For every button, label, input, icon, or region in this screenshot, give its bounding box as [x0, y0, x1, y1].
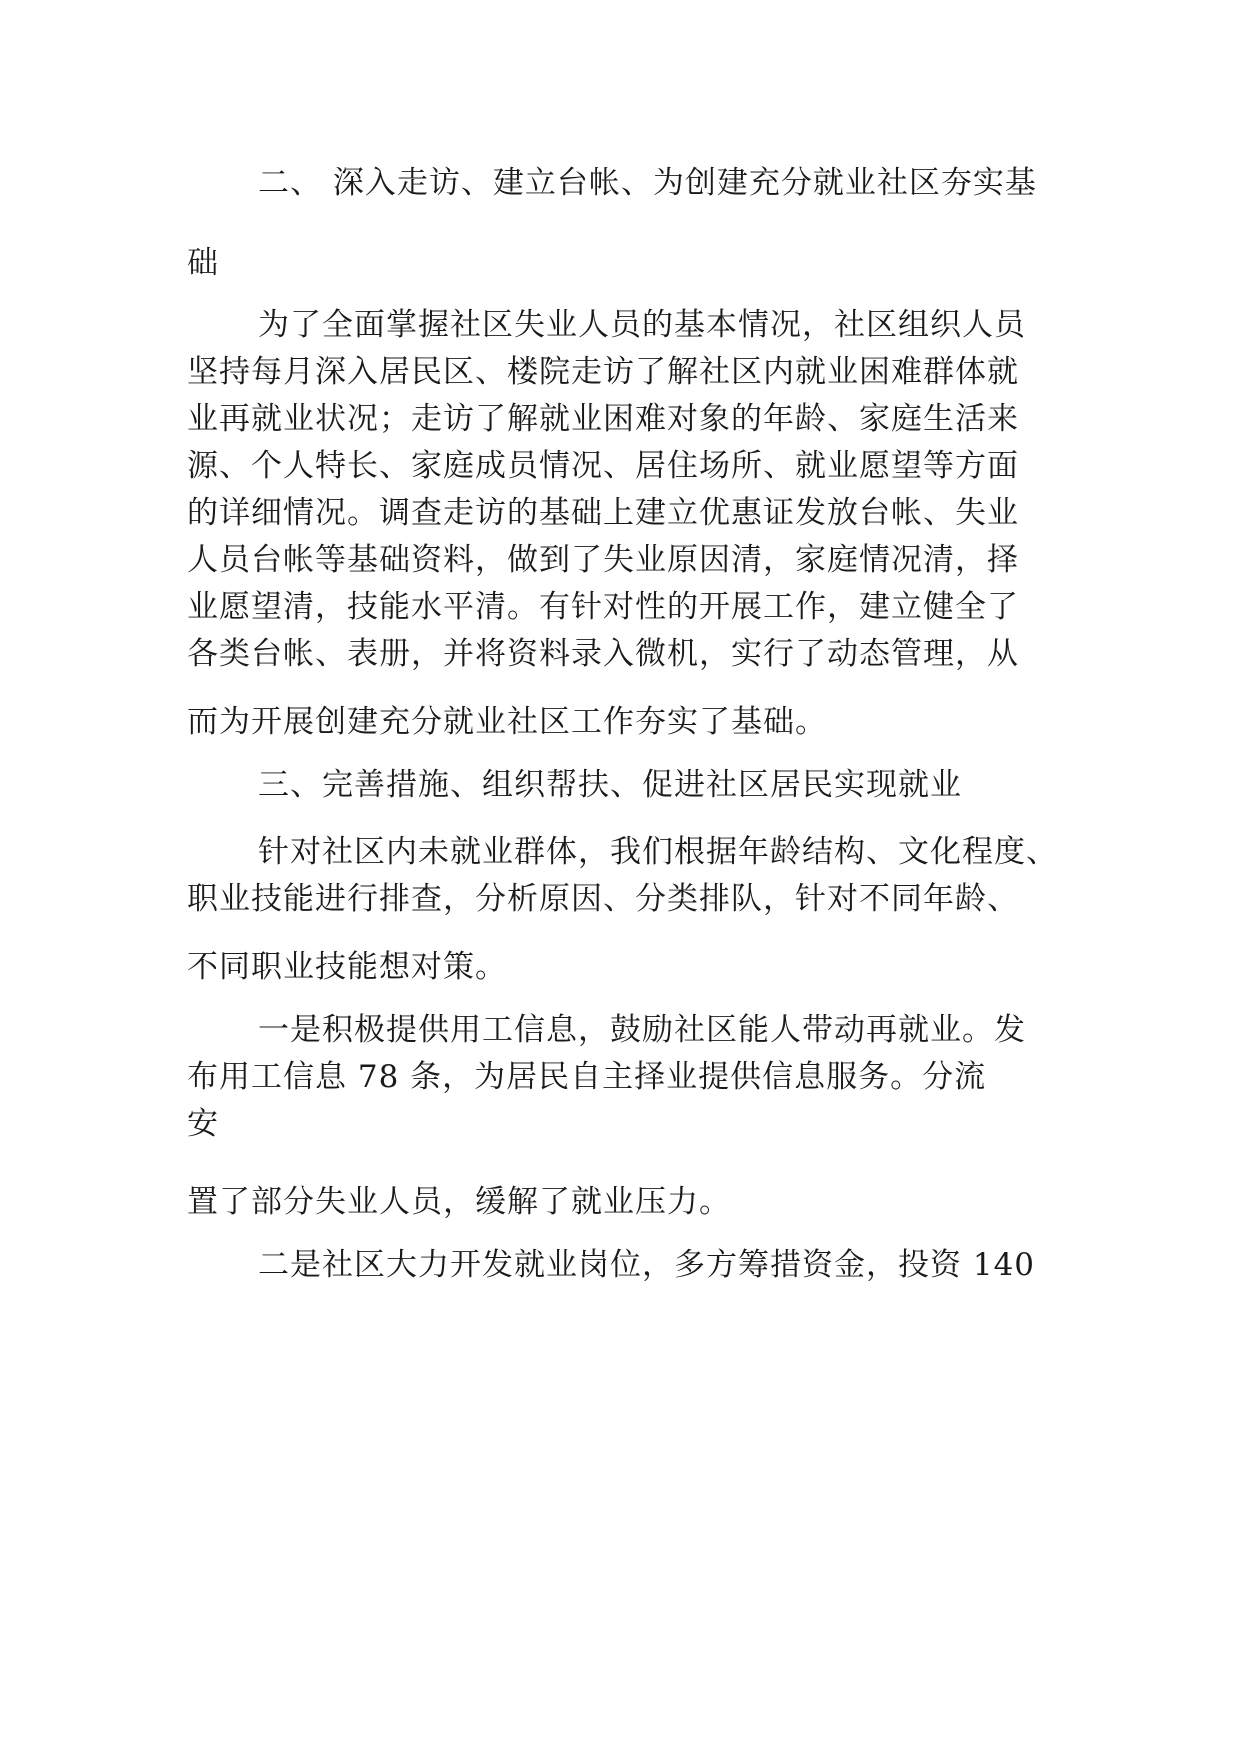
paragraph-line: 各类台帐、表册，并将资料录入微机，实行了动态管理，从: [187, 636, 1019, 672]
paragraph-line: 布用工信息 78 条，为居民自主择业提供信息服务。分流: [187, 1059, 987, 1095]
paragraph-line: 安: [187, 1106, 219, 1142]
paragraph-line: 置了部分失业人员，缓解了就业压力。: [187, 1184, 731, 1220]
paragraph-line: 一是积极提供用工信息，鼓励社区能人带动再就业。发: [258, 1012, 1026, 1048]
section-heading-2: 二、 深入走访、建立台帐、为创建充分就业社区夯实基: [258, 165, 1037, 201]
paragraph-line: 为了全面掌握社区失业人员的基本情况，社区组织人员: [258, 307, 1026, 343]
paragraph-line: 职业技能进行排查，分析原因、分类排队，针对不同年龄、: [187, 881, 1019, 917]
paragraph-line: 针对社区内未就业群体，我们根据年龄结构、文化程度、: [258, 834, 1058, 870]
section-heading-3: 三、完善措施、组织帮扶、促进社区居民实现就业: [258, 767, 962, 803]
paragraph-line: 不同职业技能想对策。: [187, 949, 507, 985]
paragraph-line: 坚持每月深入居民区、楼院走访了解社区内就业困难群体就: [187, 354, 1019, 390]
paragraph-line: 而为开展创建充分就业社区工作夯实了基础。: [187, 704, 827, 740]
paragraph-line: 源、个人特长、家庭成员情况、居住场所、就业愿望等方面: [187, 448, 1019, 484]
paragraph-line: 业再就业状况；走访了解就业困难对象的年龄、家庭生活来: [187, 401, 1019, 437]
paragraph-line: 业愿望清，技能水平清。有针对性的开展工作，建立健全了: [187, 589, 1019, 625]
paragraph-line: 人员台帐等基础资料，做到了失业原因清，家庭情况清，择: [187, 542, 1019, 578]
section-heading-2-continued: 础: [187, 245, 219, 281]
paragraph-line: 二是社区大力开发就业岗位，多方筹措资金，投资 140: [258, 1247, 1036, 1283]
paragraph-line: 的详细情况。调查走访的基础上建立优惠证发放台帐、失业: [187, 495, 1019, 531]
